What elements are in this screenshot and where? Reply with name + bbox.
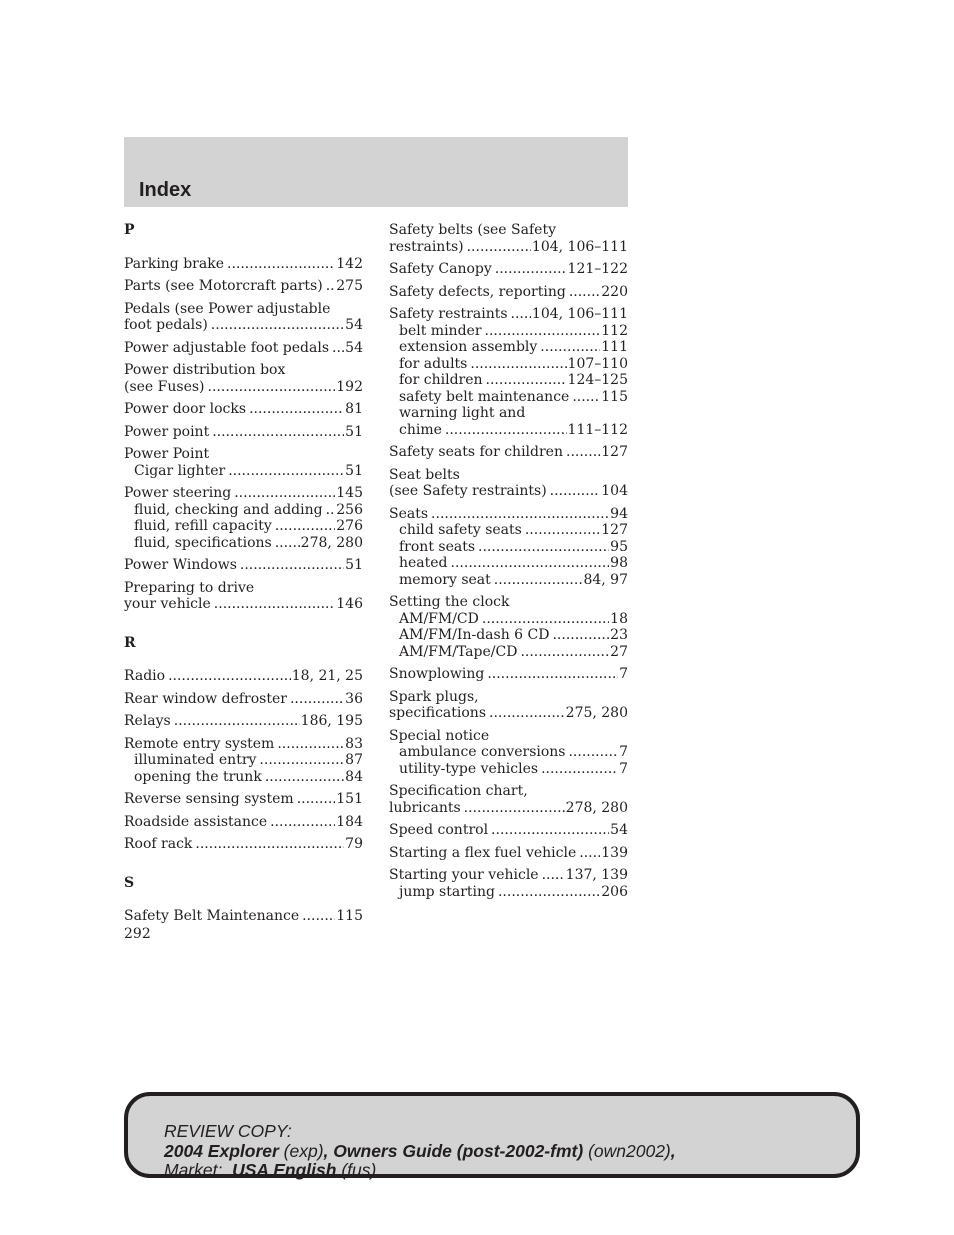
page-reference: 7 [619,760,628,777]
entry-text: restraints) [389,238,464,255]
index-entry [389,689,628,722]
index-subentry-line [124,752,363,769]
page-reference: 79 [345,836,363,852]
index-entry [124,668,363,685]
review-model: 2004 Explorer [164,1140,279,1161]
entry-text: safety belt maintenance [399,388,570,405]
entry-text: Seats [389,505,429,522]
index-entry-line [124,301,363,318]
page-reference: 139 [601,844,628,861]
dot-leader [489,705,565,722]
index-entry [389,822,628,839]
entry-text: Power Windows [124,557,237,573]
index-entry-line [389,867,628,884]
index-entry-line [389,306,628,323]
dot-leader [495,261,567,278]
index-entry [124,814,363,831]
entry-text: Specification chart, [389,783,528,799]
entry-text: Safety defects, reporting [389,283,566,300]
entry-text: Starting your vehicle [389,867,539,883]
dot-leader [478,539,609,556]
page-reference: 127 [601,444,628,460]
dot-leader [326,278,336,295]
index-entry [124,278,363,295]
index-entry-line [124,596,363,613]
index-entry-line [389,689,628,706]
dot-leader [511,306,531,323]
entry-text: Safety Belt Maintenance [124,908,300,924]
page-reference: 81 [345,401,363,417]
index-subentry-line [389,389,628,406]
section-letter: S [124,874,135,891]
entry-text: Safety seats for children [389,444,563,460]
entry-text: Parts (see Motorcraft parts) [124,278,323,294]
entry-text: Safety restraints [389,306,508,322]
entry-text: utility-type vehicles [399,760,539,777]
index-entry [124,836,363,853]
review-guide-code: (own2002) [588,1140,671,1161]
section-gap [124,619,363,635]
index-entry [389,783,628,816]
index-entry-line [124,713,363,730]
index-entry [389,594,628,660]
dot-leader [525,522,600,539]
entry-text: Power adjustable foot pedals [124,339,330,356]
index-entry-line [389,239,628,256]
index-entry [124,713,363,730]
entry-text: Snowplowing [389,666,485,682]
index-entry-line [389,783,628,800]
index-entry-line [124,401,363,418]
entry-text: fluid, checking and adding [134,501,323,518]
index-entry [389,867,628,900]
page-reference: 84 [345,768,363,785]
dot-leader [470,356,566,373]
dot-leader [540,339,600,356]
entry-text: foot pedals) [124,317,208,333]
dot-leader [277,736,344,753]
page-reference: 23 [610,627,628,643]
page-reference: 184 [336,813,363,830]
page-reference: 124–125 [567,372,628,388]
page-reference: 115 [601,388,628,405]
entry-text: (see Safety restraints) [389,483,547,499]
index-entry-line [124,736,363,753]
index-entry [124,401,363,418]
page-reference: 145 [336,485,363,501]
index-entry-line [124,668,363,685]
index-entry [124,485,363,551]
review-copy-market-line [164,1161,676,1181]
index-entry-line [124,446,363,463]
index-entry [124,446,363,479]
page-reference: 98 [610,555,628,571]
dot-leader [195,836,344,853]
index-entry [389,444,628,461]
dot-leader [234,485,335,502]
dot-leader [212,424,344,441]
page-reference: 51 [345,423,363,440]
page-reference: 278, 280 [565,799,628,816]
page-reference: 51 [345,462,363,479]
index-entry-line [124,580,363,597]
index-entry-line [124,424,363,441]
page-reference: 104, 106–111 [531,306,628,322]
index-entry [389,728,628,778]
page-reference: 84, 97 [583,571,628,588]
page-reference: 206 [601,883,628,900]
entry-text: lubricants [389,799,461,816]
entry-text: Speed control [389,822,489,838]
index-entry-line [389,728,628,745]
index-entry [389,306,628,438]
dot-leader [240,557,344,574]
dot-leader [572,389,600,406]
dot-leader [579,845,600,862]
index-subentry-line [389,405,628,422]
index-header-band [124,137,628,207]
index-entry [124,736,363,786]
index-column-left [124,222,363,931]
page-reference: 111 [601,339,628,355]
page-reference: 7 [619,666,628,682]
page-reference: 151 [336,791,363,807]
review-market-label: Market: [164,1160,223,1180]
index-entry [389,222,628,255]
dot-leader [568,744,618,761]
entry-text: Preparing to drive [124,579,255,596]
index-entry-line [389,705,628,722]
dot-leader [566,444,600,461]
section-letter: P [124,222,135,238]
review-copy-label [164,1122,676,1142]
index-subentry-line [124,463,363,480]
dot-leader [541,761,618,778]
dot-leader [494,572,583,589]
entry-text: Roadside assistance [124,813,268,830]
dot-leader [326,502,336,519]
entry-text: Parking brake [124,255,224,272]
index-subentry-line [389,539,628,556]
page-reference: 146 [336,596,363,612]
index-subentry-line [389,372,628,389]
review-sep1: , [323,1140,334,1161]
entry-text: fluid, refill capacity [134,518,272,534]
entry-text: Reverse sensing system [124,791,294,807]
entry-text: opening the trunk [134,768,262,785]
index-entry-line [124,340,363,357]
index-subentry-line [389,339,628,356]
entry-text: illuminated entry [134,752,257,768]
index-entry [389,845,628,862]
index-subentry-line [124,535,363,552]
page-reference: 54 [345,339,363,356]
index-entry [389,467,628,500]
index-entry-line [389,666,628,683]
index-entry-line [389,467,628,484]
index-entry-line [124,691,363,708]
entry-text: Seat belts [389,466,460,483]
entry-text: Starting a flex fuel vehicle [389,844,577,861]
dot-leader [464,800,565,817]
index-subentry-line [389,356,628,373]
entry-text: Special notice [389,727,490,744]
dot-leader [332,340,344,357]
review-copy-box [124,1092,860,1178]
review-market-code: (fus) [341,1160,377,1180]
page-reference: 278, 280 [300,534,363,551]
dot-leader [302,908,335,925]
page-reference: 137, 139 [565,867,628,883]
entry-text: for adults [399,355,468,372]
dot-leader [485,323,601,340]
page-reference: 95 [610,538,628,555]
page-reference: 107–110 [567,355,628,372]
index-subentry-line [389,644,628,661]
dot-leader [550,483,601,500]
dot-leader [297,791,336,808]
entry-text: Radio [124,668,166,684]
page-reference: 27 [610,643,628,660]
index-entry [124,557,363,574]
dot-leader [275,518,336,535]
page-reference: 220 [601,283,628,300]
index-subentry-line [389,522,628,539]
entry-text: AM/FM/CD [399,610,479,627]
page-reference: 256 [336,501,363,518]
entry-text: front seats [399,538,476,555]
entry-text: extension assembly [399,339,538,355]
page-reference: 104 [601,483,628,499]
index-entry [124,340,363,357]
index-entry [124,301,363,334]
page-reference: 111–112 [567,421,628,438]
page-reference: 121–122 [567,261,628,277]
index-entry-line [124,485,363,502]
dot-leader [486,372,567,389]
page-reference: 127 [601,522,628,538]
entry-text: for children [399,372,483,388]
dot-leader [569,284,600,301]
page-reference: 18 [610,610,628,627]
index-subentry-line [124,518,363,535]
index-entry-line [389,222,628,239]
dot-leader [259,752,344,769]
page-reference: 115 [336,908,363,924]
entry-text: child safety seats [399,522,522,538]
entry-text: chime [399,421,442,438]
page-reference: 276 [336,518,363,534]
entry-text: (see Fuses) [124,378,205,395]
index-entry [389,506,628,589]
index-subentry-line [389,761,628,778]
dot-leader [445,422,567,439]
index-entry-line [389,483,628,500]
page-reference: 36 [345,690,363,707]
dot-leader [542,867,565,884]
index-subentry-line [389,572,628,589]
page-reference: 54 [610,822,628,838]
page-reference: 192 [336,378,363,395]
dot-leader [451,555,610,572]
entry-text: belt minder [399,322,482,339]
dot-leader [498,884,600,901]
index-entry [389,261,628,278]
index-entry-line [124,908,363,925]
review-copy-text [164,1122,676,1181]
index-entry-line [389,284,628,301]
dot-leader [265,769,344,786]
entry-text: ambulance conversions [399,744,566,760]
index-subentry-line [389,611,628,628]
dot-leader [482,611,609,628]
entry-text: Relays [124,713,171,729]
entry-text: AM/FM/In-dash 6 CD [399,627,550,643]
dot-leader [228,463,344,480]
page-reference: 87 [345,752,363,768]
index-entry-line [389,822,628,839]
index-entry-line [389,444,628,461]
index-subentry-line [389,884,628,901]
index-entry-line [389,845,628,862]
index-entry [124,791,363,808]
index-entry-line [389,261,628,278]
entry-text: Power door locks [124,401,247,417]
dot-leader [552,627,609,644]
page-reference: 94 [610,505,628,522]
dot-leader [491,822,609,839]
entry-text: Setting the clock [389,594,510,610]
dot-leader [275,535,300,552]
dot-leader [174,713,300,730]
index-entry-line [124,278,363,295]
index-subentry-line [124,502,363,519]
entry-text: specifications [389,705,487,721]
index-entry-line [389,800,628,817]
index-entry [124,580,363,613]
index-entry-line [124,362,363,379]
dot-leader [211,317,344,334]
review-market: USA English [232,1160,337,1180]
section-gap [124,859,363,875]
index-entry-line [389,594,628,611]
entry-text: AM/FM/Tape/CD [399,643,518,660]
dot-leader [290,691,344,708]
index-subentry-line [389,422,628,439]
entry-text: Roof rack [124,836,193,852]
entry-text: Power point [124,423,210,440]
index-entry [389,284,628,301]
index-entry [124,424,363,441]
index-entry-line [124,256,363,273]
index-entry [124,362,363,395]
page-reference: 112 [601,322,628,339]
entry-text: jump starting [399,883,495,900]
index-entry [124,256,363,273]
page-title: Index [139,179,192,201]
page-number: 292 [124,926,151,942]
dot-leader [270,814,335,831]
page-reference: 51 [345,557,363,573]
page-reference: 104, 106–111 [531,238,628,255]
page-reference: 142 [336,255,363,272]
index-entry-line [124,557,363,574]
entry-text: Safety belts (see Safety [389,222,556,238]
page-reference: 18, 21, 25 [291,668,363,684]
entry-text: Pedals (see Power adjustable [124,300,331,317]
index-entry-line [124,836,363,853]
entry-text: Cigar lighter [134,462,226,479]
dot-leader [227,256,335,273]
index-entry [124,908,363,925]
entry-text: Remote entry system [124,735,275,752]
dot-leader [249,401,344,418]
entry-text: your vehicle [124,596,211,612]
index-subentry-line [389,744,628,761]
review-copy-model-line [164,1142,676,1162]
index-entry-line [389,506,628,523]
entry-text: Power steering [124,485,232,501]
entry-text: memory seat [399,571,491,588]
entry-text: warning light and [399,405,526,421]
review-line1: REVIEW COPY: [164,1121,292,1141]
index-entry-line [124,814,363,831]
review-guide: Owners Guide (post-2002-fmt) [333,1140,584,1161]
index-subentry-line [124,769,363,786]
dot-leader [168,668,291,685]
page-reference: 54 [345,317,363,333]
index-entry-line [124,317,363,334]
dot-leader [520,644,609,661]
entry-text: Spark plugs, [389,688,479,705]
index-column-right [389,222,628,906]
dot-leader [487,666,618,683]
entry-text: Rear window defroster [124,690,287,707]
page-reference: 7 [619,744,628,760]
entry-text: fluid, specifications [134,534,272,551]
index-subentry-line [389,555,628,572]
index-entry-line [124,791,363,808]
index-entry [124,691,363,708]
dot-leader [431,506,609,523]
page-reference: 275 [336,278,363,294]
dot-leader [214,596,335,613]
review-model-code: (exp) [283,1140,324,1161]
entry-text: heated [399,555,448,571]
page-reference: 275, 280 [565,705,628,721]
review-sep2: , [670,1140,676,1161]
entry-text: Power Point [124,446,210,462]
page-reference: 186, 195 [300,713,363,729]
index-subentry-line [389,323,628,340]
index-subentry-line [389,627,628,644]
dot-leader [208,379,336,396]
page-reference: 83 [345,735,363,752]
section-letter: R [124,634,136,651]
index-entry [389,666,628,683]
dot-leader [467,239,531,256]
entry-text: Safety Canopy [389,261,492,277]
entry-text: Power distribution box [124,362,286,378]
index-entry-line [124,379,363,396]
